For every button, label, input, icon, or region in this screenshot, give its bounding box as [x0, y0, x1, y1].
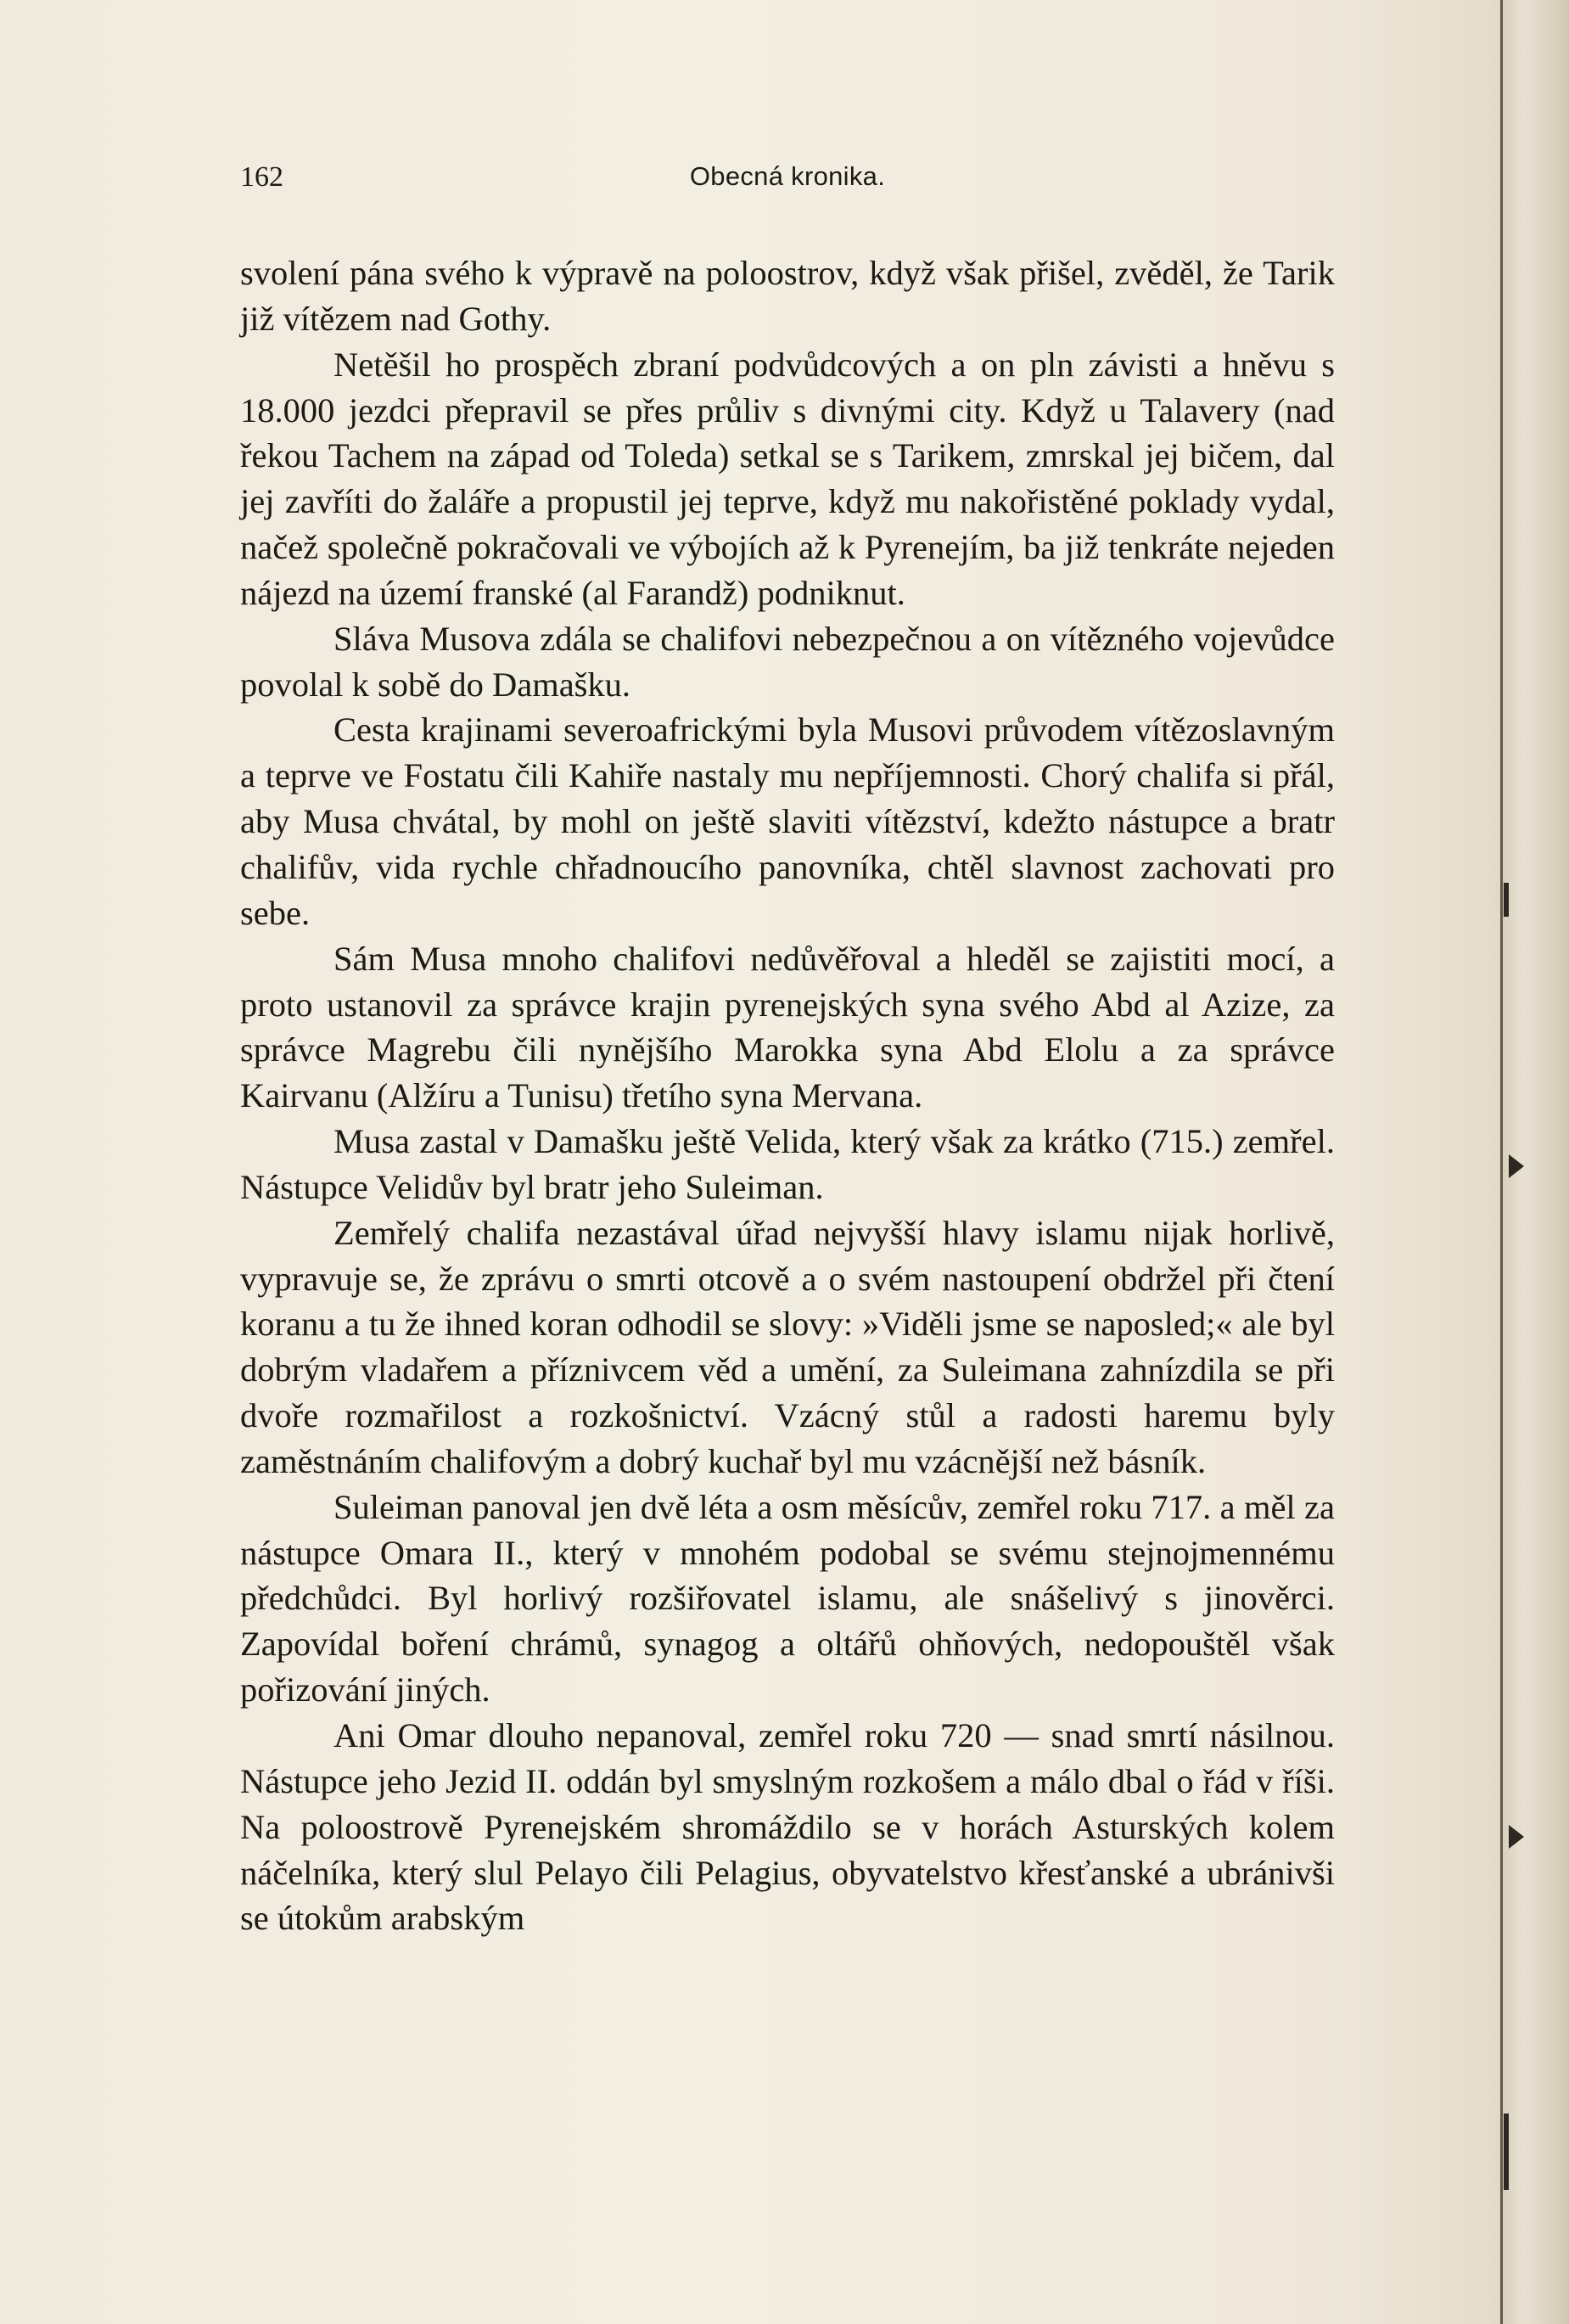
paragraph: Suleiman panoval jen dvě léta a osm měsícův, zemřel roku 717. a měl za nástupce Omara II., který v mnohém podobal se svému stejnojmennému předchůdci. Byl horlivý rozšiřovatel islamu, ale snášelivý s jinověrci. Zapovídal boření chrámů, synagog a oltářů ohňových, nedopouštěl však pořizování jiných. — [240, 1487, 1335, 1709]
paragraph: Zemřelý chalifa nezastával úřad nejvyšší hlavy islamu nijak horlivě, vypravuje se, že zprávu o smrti otcově a o svém nastoupení obdržel při čtení koranu a tu že ihned koran odhodil se slovy: »Viděli jsme se naposled;« ale byl dobrým vladařem a příznivcem věd a umění, za Suleimana zahnízdila se při dvoře rozmařilost a rozkošnictví. Vzácný stůl a radosti haremu byly zaměstnáním chalifovým a dobrý kuchař byl mu vzácnější než básník. — [240, 1213, 1335, 1480]
body-text — [240, 250, 1335, 1941]
page-header — [240, 161, 1335, 204]
paragraph: Musa zastal v Damašku ještě Velida, který však za krátko (715.) zemřel. Nástupce Velidův byl bratr jeho Suleiman. — [240, 1122, 1335, 1206]
paragraph: Sláva Musova zdála se chalifovi nebezpečnou a on vítězného vojevůdce povolal k sobě do Damašku. — [240, 619, 1335, 704]
page-edge-line — [1500, 0, 1503, 2324]
paragraph: Sám Musa mnoho chalifovi nedůvěřoval a hleděl se zajistiti mocí, a proto ustanovil za správce krajin pyrenejských syna svého Abd al Azize, za správce Magrebu čili nynějšího Marokka syna Abd Elolu a za správce Kairvanu (Alžíru a Tunisu) třetího syna Mervana. — [240, 939, 1335, 1115]
edge-tick-mark — [1504, 883, 1509, 917]
paragraph: Netěšil ho prospěch zbraní podvůdcových a on pln závisti a hněvu s 18.000 jezdci přepravil se přes průliv s divnými city. Když u Talavery (nad řekou Tachem na západ od Toleda) setkal se s Tarikem, zmrskal jej bičem, dal jej zavříti do žaláře a propustil jej teprve, když mu nakořistěné poklady vydal, načež společně pokračovali ve výbojích až k Pyrenejím, ba již tenkráte nejeden nájezd na území franské (al Farandž) podniknut. — [240, 345, 1335, 612]
paragraph: svolení pána svého k výpravě na poloostrov, když však přišel, zvěděl, že Tarik již vítězem nad Gothy. — [240, 254, 1335, 338]
edge-arrow-mark — [1509, 1154, 1524, 1178]
edge-arrow-mark — [1509, 1825, 1524, 1849]
running-title: Obecná kronika. — [689, 161, 886, 191]
paragraph: Cesta krajinami severoafrickými byla Musovi průvodem vítězoslavným a teprve ve Fostatu čili Kahiře nastaly mu nepříjemnosti. Chorý chalifa si přál, aby Musa chvátal, by mohl on ještě slaviti vítězství, kdežto nástupce a bratr chalifův, vida rychle chřadnoucího panovníka, chtěl slavnost zachovati pro sebe. — [240, 710, 1335, 932]
page-number: 162 — [240, 161, 283, 193]
paragraph: Ani Omar dlouho nepanoval, zemřel roku 720 — snad smrtí násilnou. Nástupce jeho Jezid II. oddán byl smyslným rozkošem a málo dbal o řád v říši. Na poloostrově Pyrenejském shromáždilo se v horách Asturských kolem náčelníka, který slul Pelayo čili Pelagius, obyvatelstvo křesťanské a ubránivši se útokům arabským — [240, 1716, 1335, 1938]
edge-tick-mark — [1504, 2113, 1509, 2190]
